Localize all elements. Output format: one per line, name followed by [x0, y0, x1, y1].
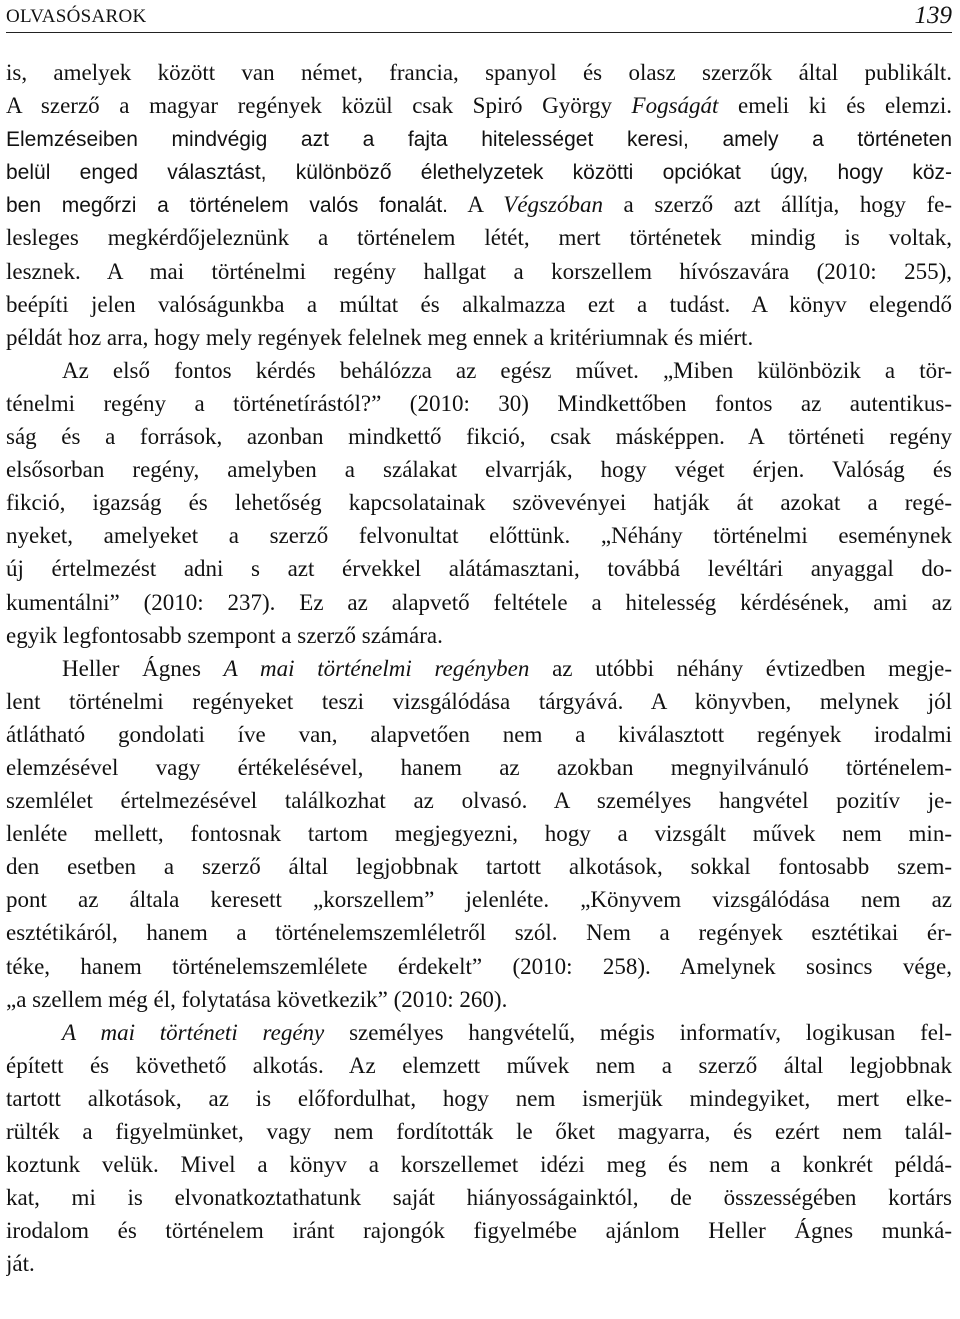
text-segment: irodalom és történelem iránt rajongók figyelmébe ajánlom Heller Ágnes munká-	[6, 1218, 952, 1244]
header-rule	[6, 32, 952, 33]
text-line	[6, 1082, 952, 1115]
text-segment: Heller Ágnes	[62, 655, 224, 681]
text-segment: ság és a források, azonban mindkettő fikció, csak másképpen. A történeti regény	[6, 424, 952, 450]
text-segment: koztunk velük. Mivel a könyv a korszellemet idézi meg és nem a konkrét példá-	[6, 1152, 952, 1178]
text-segment: lent történelmi regényeket teszi vizsgálódása tárgyává. A könyvben, melynek jól	[6, 688, 952, 714]
text-line	[6, 453, 952, 486]
text-line	[6, 685, 952, 718]
text-segment: a szerző azt állítja, hogy fe-	[602, 192, 952, 218]
text-line	[6, 122, 952, 155]
text-segment: belül enged választást, különböző élethelyzetek közötti opciókat úgy, hogy köz-	[6, 161, 952, 185]
text-segment: kat, mi is elvonatkoztathatunk saját hiányosságainktól, de összességében kortárs	[6, 1185, 952, 1211]
italic-title-text: Végszóban	[503, 192, 603, 218]
text-segment: Elemzéseiben mindvégig azt a fajta hitelességet keresi, amely a történeten	[6, 128, 952, 152]
text-segment: elsősorban regény, amelyben a szálakat elvarrják, hogy véget érjen. Valóság és	[6, 457, 952, 483]
text-segment: példát hoz arra, hogy mely regények felelnek meg ennek a kritériumnak és miért.	[6, 324, 754, 350]
running-header	[6, 2, 952, 32]
text-line	[6, 321, 952, 354]
text-line	[6, 784, 952, 817]
text-line	[6, 486, 952, 519]
text-segment: rülték a figyelmünket, vagy nem fordították le őket magyarra, és ezért nem talál-	[6, 1119, 952, 1144]
text-segment: személyes hangvételű, mégis informatív, logikusan fel-	[324, 1019, 952, 1045]
italic-title-text: A mai történeti regény	[62, 1019, 325, 1045]
text-line	[6, 916, 952, 949]
text-line	[6, 188, 952, 221]
text-line	[6, 1247, 952, 1280]
text-line	[6, 817, 952, 850]
text-segment: kumentálni” (2010: 237). Ez az alapvető feltétele a hitelesség kérdésének, ami az	[6, 589, 952, 615]
text-line	[6, 1181, 952, 1214]
text-segment: lesznek. A mai történelmi regény hallgat a korszellem hívószavára (2010: 255),	[6, 258, 952, 284]
text-line	[6, 354, 952, 387]
text-line	[6, 1214, 952, 1247]
page-number: 139	[914, 2, 952, 29]
text-line	[6, 155, 952, 188]
text-line	[6, 288, 952, 321]
text-segment: den esetben a szerző által legjobbnak tartott alkotások, sokkal fontosabb szem-	[6, 854, 952, 880]
text-segment: ténelmi regény a történetírástól?” (2010: 30) Mindkettőben fontos az autentikus-	[6, 390, 952, 416]
text-line	[6, 652, 952, 685]
text-segment: Az első fontos kérdés behálózza az egész művet. „Miben különbözik a tör-	[62, 357, 952, 383]
text-line	[6, 950, 952, 983]
text-line	[6, 983, 952, 1016]
text-line	[6, 56, 952, 89]
italic-title-text: A mai történelmi regényben	[223, 655, 530, 681]
text-segment: lesleges megkérdőjeleznünk a történelem létét, mert történetek mindig is voltak,	[6, 225, 952, 251]
text-segment: tartott alkotások, az is előfordulhat, hogy nem ismerjük mindegyiket, mert elke-	[6, 1085, 952, 1111]
text-segment: A szerző a magyar regények közül csak Spiró György	[6, 93, 632, 119]
text-line	[6, 255, 952, 288]
text-segment: pont az általa keresett „korszellem” jelenléte. „Könyvem vizsgálódása nem az	[6, 887, 952, 913]
text-segment: elemzésével vagy értékelésével, hanem az azokban megnyilvánuló történelem-	[6, 754, 952, 780]
italic-title-text: Fogságát	[631, 93, 719, 119]
text-segment: új értelmezést adni s azt érvekkel alátámasztani, továbbá levéltári anyaggal do-	[6, 556, 952, 582]
section-title: OLVASÓSAROK	[6, 6, 147, 27]
text-line	[6, 89, 952, 122]
text-segment: beépíti jelen valóságunkba a múltat és alkalmazza ezt a tudást. A könyv elegendő	[6, 291, 952, 317]
text-line	[6, 1115, 952, 1148]
text-segment: fikció, igazság és lehetőség kapcsolatainak szövevényei hatják át azokat a regé-	[6, 490, 952, 516]
text-segment: esztétikáról, hanem a történelemszemléletről szól. Nem a regények esztétikai ér-	[6, 920, 952, 946]
text-segment: szemlélet értelmezésével találkozhat az olvasó. A személyes hangvétel pozitív je-	[6, 788, 952, 814]
text-line	[6, 718, 952, 751]
text-line	[6, 387, 952, 420]
text-line	[6, 1148, 952, 1181]
body-text	[6, 56, 952, 1280]
text-line	[6, 751, 952, 784]
text-segment: is, amelyek között van német, francia, spanyol és olasz szerzők által publikált.	[6, 60, 952, 85]
text-line	[6, 552, 952, 585]
text-segment: átlátható gondolati íve van, alapvetően nem a kiválasztott regények irodalmi	[6, 721, 952, 747]
text-segment: ját.	[6, 1251, 35, 1277]
text-segment: egyik legfontosabb szempont a szerző számára.	[6, 622, 443, 648]
text-segment: nyeket, amelyeket a szerző felvonultat előttünk. „Néhány történelmi eseménynek	[6, 523, 952, 549]
text-segment: épített és követhető alkotás. Az elemzett művek nem a szerző által legjobbnak	[6, 1052, 952, 1078]
text-line	[6, 586, 952, 619]
text-line	[6, 1016, 952, 1049]
text-line	[6, 221, 952, 254]
text-segment: emeli ki és elemzi.	[718, 93, 952, 119]
text-line	[6, 850, 952, 883]
text-segment: téke, hanem történelemszemlélete érdekelt” (2010: 258). Amelynek sosincs vége,	[6, 953, 952, 979]
text-line	[6, 420, 952, 453]
text-segment: „a szellem még él, folytatása következik” (2010: 260).	[6, 986, 508, 1012]
text-segment: A	[447, 192, 504, 218]
text-segment: lenléte mellett, fontosnak tartom megjegyezni, hogy a vizsgált művek nem min-	[6, 821, 952, 847]
text-line	[6, 619, 952, 652]
text-segment: ben megőrzi a történelem valós fonalát.	[6, 194, 448, 218]
text-line	[6, 519, 952, 552]
text-line	[6, 883, 952, 916]
text-line	[6, 1049, 952, 1082]
text-segment: az utóbbi néhány évtizedben megje-	[529, 655, 952, 681]
